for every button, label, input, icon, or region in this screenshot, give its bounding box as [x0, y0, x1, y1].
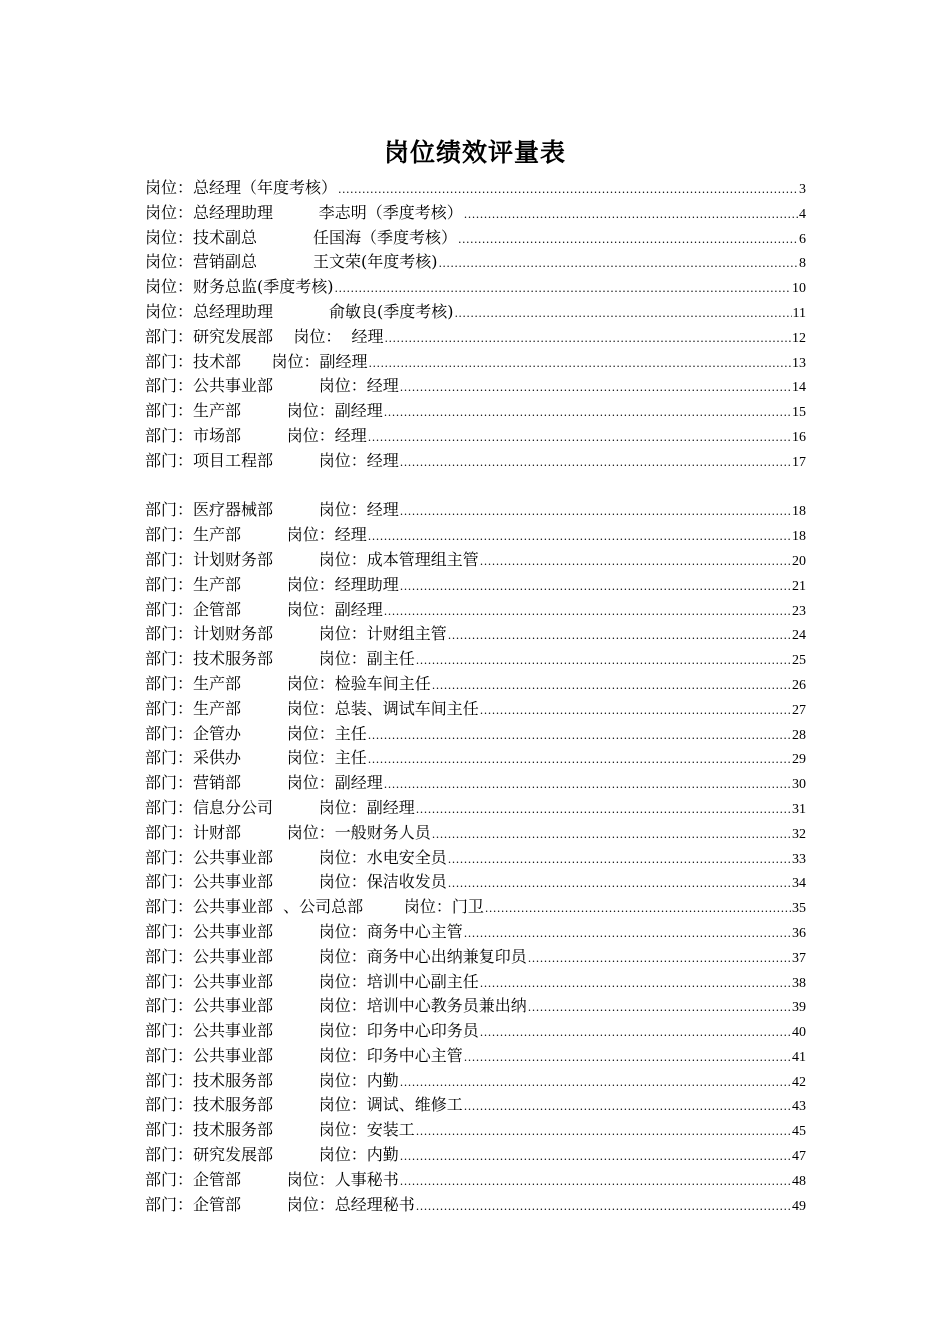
toc-entry[interactable] — [145, 449, 806, 474]
toc-entry[interactable] — [145, 870, 806, 895]
toc-entry-text: 部门：研究发展部 岗位： 经理 — [145, 326, 384, 346]
toc-entry[interactable] — [145, 945, 806, 970]
toc-page-number: 38 — [792, 975, 806, 991]
dot-leader — [458, 228, 798, 253]
dot-leader — [438, 252, 798, 277]
toc-entry[interactable] — [145, 895, 806, 920]
toc-entry-text: 部门：市场部 岗位：经理 — [145, 425, 367, 445]
toc-entry[interactable] — [145, 672, 806, 697]
toc-entry[interactable] — [145, 1168, 806, 1193]
toc-page-number: 42 — [792, 1074, 806, 1090]
dot-leader — [448, 624, 791, 649]
toc-page-number: 30 — [792, 777, 806, 793]
dot-leader — [400, 1145, 791, 1170]
toc-page-number: 25 — [792, 653, 806, 669]
toc-entry-text: 部门：生产部 岗位：副经理 — [145, 401, 383, 421]
toc-page-number: 8 — [799, 256, 806, 272]
toc-page-number: 49 — [792, 1198, 806, 1214]
toc-page-number: 34 — [792, 876, 806, 892]
toc-entry[interactable] — [145, 1093, 806, 1118]
dot-leader — [416, 1120, 791, 1145]
toc-page-number: 41 — [792, 1049, 806, 1065]
toc-entry[interactable] — [145, 250, 806, 275]
toc-page-number: 36 — [792, 925, 806, 941]
toc-entry-text: 岗位：总经理（年度考核） — [145, 178, 338, 197]
toc-entry[interactable] — [145, 1044, 806, 1069]
toc-page-number: 26 — [792, 677, 806, 693]
toc-page-number: 20 — [792, 553, 806, 569]
toc-entry[interactable] — [145, 920, 806, 945]
toc-entry[interactable] — [145, 970, 806, 995]
toc-page-number: 27 — [792, 702, 806, 718]
toc-page-number: 28 — [792, 727, 806, 743]
toc-entry-text: 岗位：总经理助理 俞敏良(季度考核) — [145, 301, 454, 321]
toc-entry-text: 部门：公共事业部 、公司总部 岗位：门卫 — [145, 897, 484, 917]
toc-page-number: 47 — [792, 1149, 806, 1165]
toc-entry[interactable] — [145, 201, 806, 226]
dot-leader — [480, 1021, 791, 1046]
toc-page-number: 37 — [792, 950, 806, 966]
toc-entry-text: 部门：公共事业部 岗位：印务中心印务员 — [145, 1021, 479, 1041]
toc-page-number: 11 — [792, 305, 806, 321]
dot-leader — [480, 550, 791, 575]
dot-leader — [384, 401, 791, 426]
toc-entry[interactable] — [145, 325, 806, 350]
toc-page-number: 29 — [792, 752, 806, 768]
toc-entry-text: 部门：公共事业部 岗位：保洁收发员 — [145, 872, 447, 892]
toc-page-number: 31 — [792, 801, 806, 817]
toc-entry[interactable] — [145, 399, 806, 424]
toc-entry-text: 部门：企管部 岗位：人事秘书 — [145, 1169, 399, 1189]
toc-entry-text: 部门：生产部 岗位：经理 — [145, 525, 367, 545]
toc-entry-text: 部门：营销部 岗位：副经理 — [145, 773, 383, 793]
dot-leader — [528, 996, 791, 1021]
toc-page-number: 39 — [792, 1000, 806, 1016]
toc-entry-text: 部门：计划财务部 岗位：计财组主管 — [145, 624, 447, 644]
toc-page-number: 3 — [799, 182, 806, 197]
toc-entry-text: 岗位：营销副总 王文荣(年度考核) — [145, 252, 438, 272]
dot-leader — [385, 327, 791, 352]
toc-page-number: 10 — [792, 281, 806, 297]
dot-leader — [368, 748, 791, 773]
toc-entry[interactable] — [145, 350, 806, 375]
toc-entry-text: 岗位：财务总监(季度考核) — [145, 277, 334, 297]
toc-page-number: 6 — [799, 231, 806, 247]
toc-page-number: 40 — [792, 1025, 806, 1041]
toc-entry-text: 部门：技术服务部 岗位：副主任 — [145, 649, 415, 669]
toc-entry[interactable] — [145, 374, 806, 399]
dot-leader — [448, 848, 791, 873]
toc-entry[interactable] — [145, 548, 806, 573]
dot-leader — [416, 649, 791, 674]
toc-entry[interactable] — [145, 1118, 806, 1143]
dot-leader — [400, 575, 791, 600]
dot-leader — [432, 674, 791, 699]
dot-leader — [448, 872, 791, 897]
toc-page-number: 18 — [792, 529, 806, 545]
dot-leader — [480, 699, 791, 724]
toc-page-number: 18 — [792, 504, 806, 520]
toc-entry[interactable] — [145, 176, 806, 201]
toc-entry[interactable] — [145, 598, 806, 623]
toc-entry-text: 部门：公共事业部 岗位：水电安全员 — [145, 847, 447, 867]
toc-entry-text: 部门：计财部 岗位：一般财务人员 — [145, 822, 431, 842]
toc-entry[interactable] — [145, 722, 806, 747]
toc-entry-text: 部门：生产部 岗位：经理助理 — [145, 574, 399, 594]
dot-leader — [464, 922, 791, 947]
toc-entry-text: 部门：企管部 岗位：副经理 — [145, 599, 383, 619]
dot-leader — [368, 426, 791, 451]
dot-leader — [384, 600, 791, 625]
toc-page-number: 16 — [792, 429, 806, 445]
toc-entry[interactable] — [145, 1143, 806, 1168]
toc-entry-text: 部门：公共事业部 岗位：培训中心副主任 — [145, 971, 479, 991]
dot-leader — [528, 947, 791, 972]
toc-entry-text: 部门：技术服务部 岗位：安装工 — [145, 1120, 415, 1140]
toc-entry[interactable] — [145, 1069, 806, 1094]
table-of-contents — [145, 176, 806, 1217]
toc-page-number: 21 — [792, 578, 806, 594]
dot-leader — [454, 302, 791, 327]
toc-page-number: 13 — [792, 355, 806, 371]
toc-entry-text: 部门：公共事业部 岗位：商务中心主管 — [145, 921, 463, 941]
toc-entry-text: 部门：企管部 岗位：总经理秘书 — [145, 1194, 415, 1214]
toc-entry[interactable] — [145, 994, 806, 1019]
toc-entry-text: 部门：医疗器械部 岗位：经理 — [145, 500, 399, 520]
toc-entry-text: 部门：采供办 岗位：主任 — [145, 748, 367, 768]
toc-page-number: 12 — [792, 330, 806, 346]
dot-leader — [485, 897, 791, 922]
dot-leader — [432, 823, 791, 848]
toc-entry[interactable] — [145, 1193, 806, 1218]
dot-leader — [400, 451, 791, 476]
toc-entry[interactable] — [145, 300, 806, 325]
dot-leader — [368, 525, 791, 550]
toc-entry[interactable] — [145, 746, 806, 771]
toc-entry-text: 部门：技术部 岗位：副经理 — [145, 351, 368, 371]
toc-entry[interactable] — [145, 1019, 806, 1044]
toc-entry-text: 部门：公共事业部 岗位：培训中心教务员兼出纳 — [145, 996, 527, 1016]
toc-page-number: 48 — [792, 1173, 806, 1189]
dot-leader — [464, 203, 798, 228]
toc-entry[interactable] — [145, 647, 806, 672]
toc-page-number: 23 — [792, 603, 806, 619]
toc-entry[interactable] — [145, 846, 806, 871]
toc-entry[interactable] — [145, 226, 806, 251]
toc-page-number: 32 — [792, 826, 806, 842]
dot-leader — [369, 352, 791, 377]
dot-leader — [400, 376, 791, 401]
toc-page-number: 24 — [792, 628, 806, 644]
toc-entry-text: 岗位：总经理助理 李志明（季度考核） — [145, 202, 463, 222]
dot-leader — [368, 724, 791, 749]
dot-leader — [464, 1095, 791, 1120]
toc-entry[interactable] — [145, 275, 806, 300]
toc-page-number: 45 — [792, 1124, 806, 1140]
dot-leader — [338, 178, 798, 203]
toc-page-number: 33 — [792, 851, 806, 867]
toc-page-number: 4 — [799, 206, 806, 222]
toc-page-number: 43 — [792, 1099, 806, 1115]
dot-leader — [416, 1195, 791, 1220]
toc-entry-text: 部门：计划财务部 岗位：成本管理组主管 — [145, 549, 479, 569]
toc-entry-text: 部门：公共事业部 岗位：印务中心主管 — [145, 1045, 463, 1065]
toc-entry-text: 部门：公共事业部 岗位：商务中心出纳兼复印员 — [145, 946, 527, 966]
toc-entry[interactable] — [145, 498, 806, 523]
toc-entry[interactable] — [145, 821, 806, 846]
document-title: 岗位绩效评量表 — [383, 138, 566, 167]
toc-page-number: 35 — [792, 901, 806, 917]
dot-leader — [400, 500, 791, 525]
toc-entry-text: 部门：研究发展部 岗位：内勤 — [145, 1145, 399, 1165]
toc-entry[interactable] — [145, 697, 806, 722]
toc-entry[interactable] — [145, 796, 806, 821]
toc-entry[interactable] — [145, 771, 806, 796]
dot-leader — [335, 277, 792, 302]
toc-entry[interactable] — [145, 622, 806, 647]
toc-entry-text: 部门：信息分公司 岗位：副经理 — [145, 797, 415, 817]
dot-leader — [384, 773, 791, 798]
toc-page-number: 17 — [792, 454, 806, 470]
toc-entry-text: 部门：生产部 岗位：总装、调试车间主任 — [145, 698, 479, 718]
toc-entry-text: 部门：企管办 岗位：主任 — [145, 723, 367, 743]
toc-entry[interactable] — [145, 523, 806, 548]
dot-leader — [464, 1046, 791, 1071]
toc-entry-text: 部门：项目工程部 岗位：经理 — [145, 450, 399, 470]
toc-entry-text: 部门：公共事业部 岗位：经理 — [145, 376, 399, 396]
dot-leader — [400, 1170, 791, 1195]
toc-entry-text: 部门：生产部 岗位：检验车间主任 — [145, 673, 431, 693]
toc-entry-text: 岗位：技术副总 任国海（季度考核） — [145, 227, 457, 247]
toc-entry[interactable] — [145, 573, 806, 598]
toc-entry-text: 部门：技术服务部 岗位：调试、维修工 — [145, 1095, 463, 1115]
toc-entry[interactable] — [145, 424, 806, 449]
toc-page-number: 15 — [792, 405, 806, 421]
dot-leader — [480, 972, 791, 997]
dot-leader — [416, 798, 791, 823]
toc-page-number: 14 — [792, 380, 806, 396]
dot-leader — [400, 1071, 791, 1096]
toc-entry-text: 部门：技术服务部 岗位：内勤 — [145, 1070, 399, 1090]
